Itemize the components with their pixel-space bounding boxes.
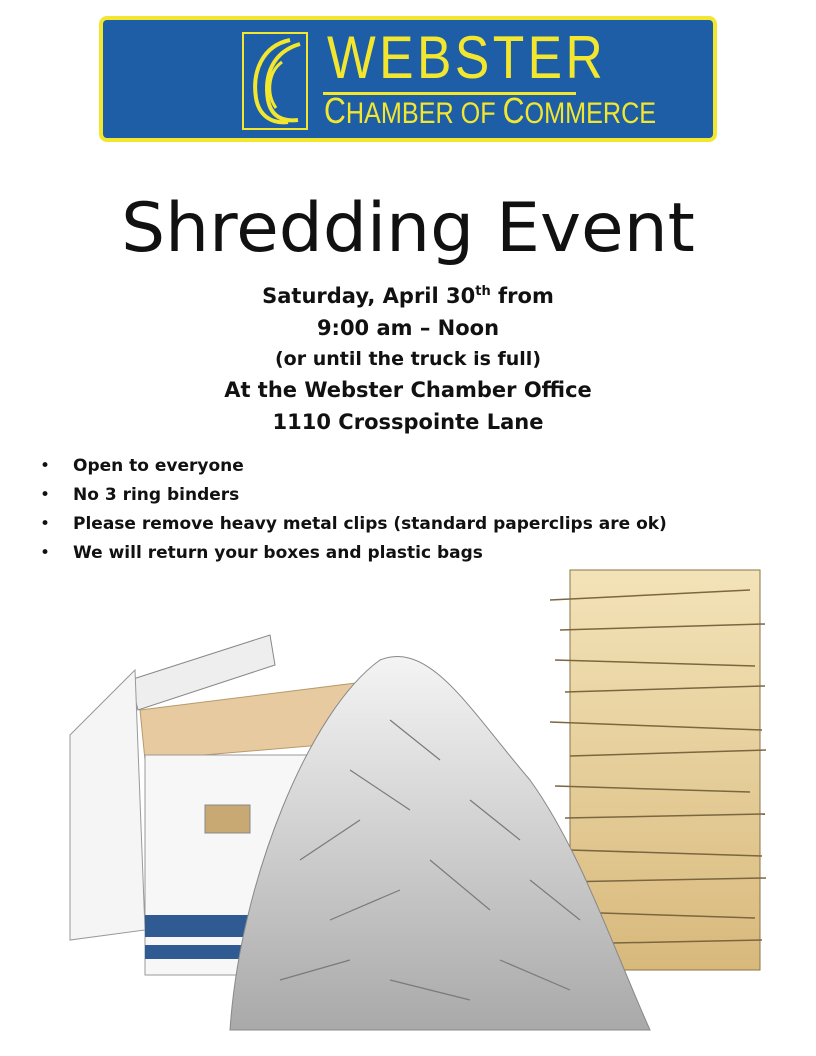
event-details [0, 280, 816, 438]
event-date: Saturday, April 30th from [262, 284, 554, 308]
event-address: 1110 Crosspointe Lane [272, 410, 544, 434]
chamber-logo-icon [242, 32, 308, 130]
shredding-illustration [50, 560, 780, 1040]
event-title: Shredding Event [121, 189, 695, 268]
brand-subtitle: CHAMBER OF COMMERCE [324, 90, 657, 131]
event-time: 9:00 am – Noon [316, 316, 500, 340]
chamber-banner [99, 16, 717, 142]
brand-name: WEBSTER [327, 24, 607, 91]
list-item: • Open to everyone [40, 452, 667, 481]
list-item: • We will return your boxes and plastic bags [40, 539, 667, 568]
event-note: (or until the truck is full) [274, 348, 542, 370]
rules-list [40, 452, 667, 568]
list-item: • No 3 ring binders [40, 481, 667, 510]
event-location: At the Webster Chamber Office [224, 378, 592, 402]
list-item: • Please remove heavy metal clips (standard paperclips are ok) [40, 510, 667, 539]
